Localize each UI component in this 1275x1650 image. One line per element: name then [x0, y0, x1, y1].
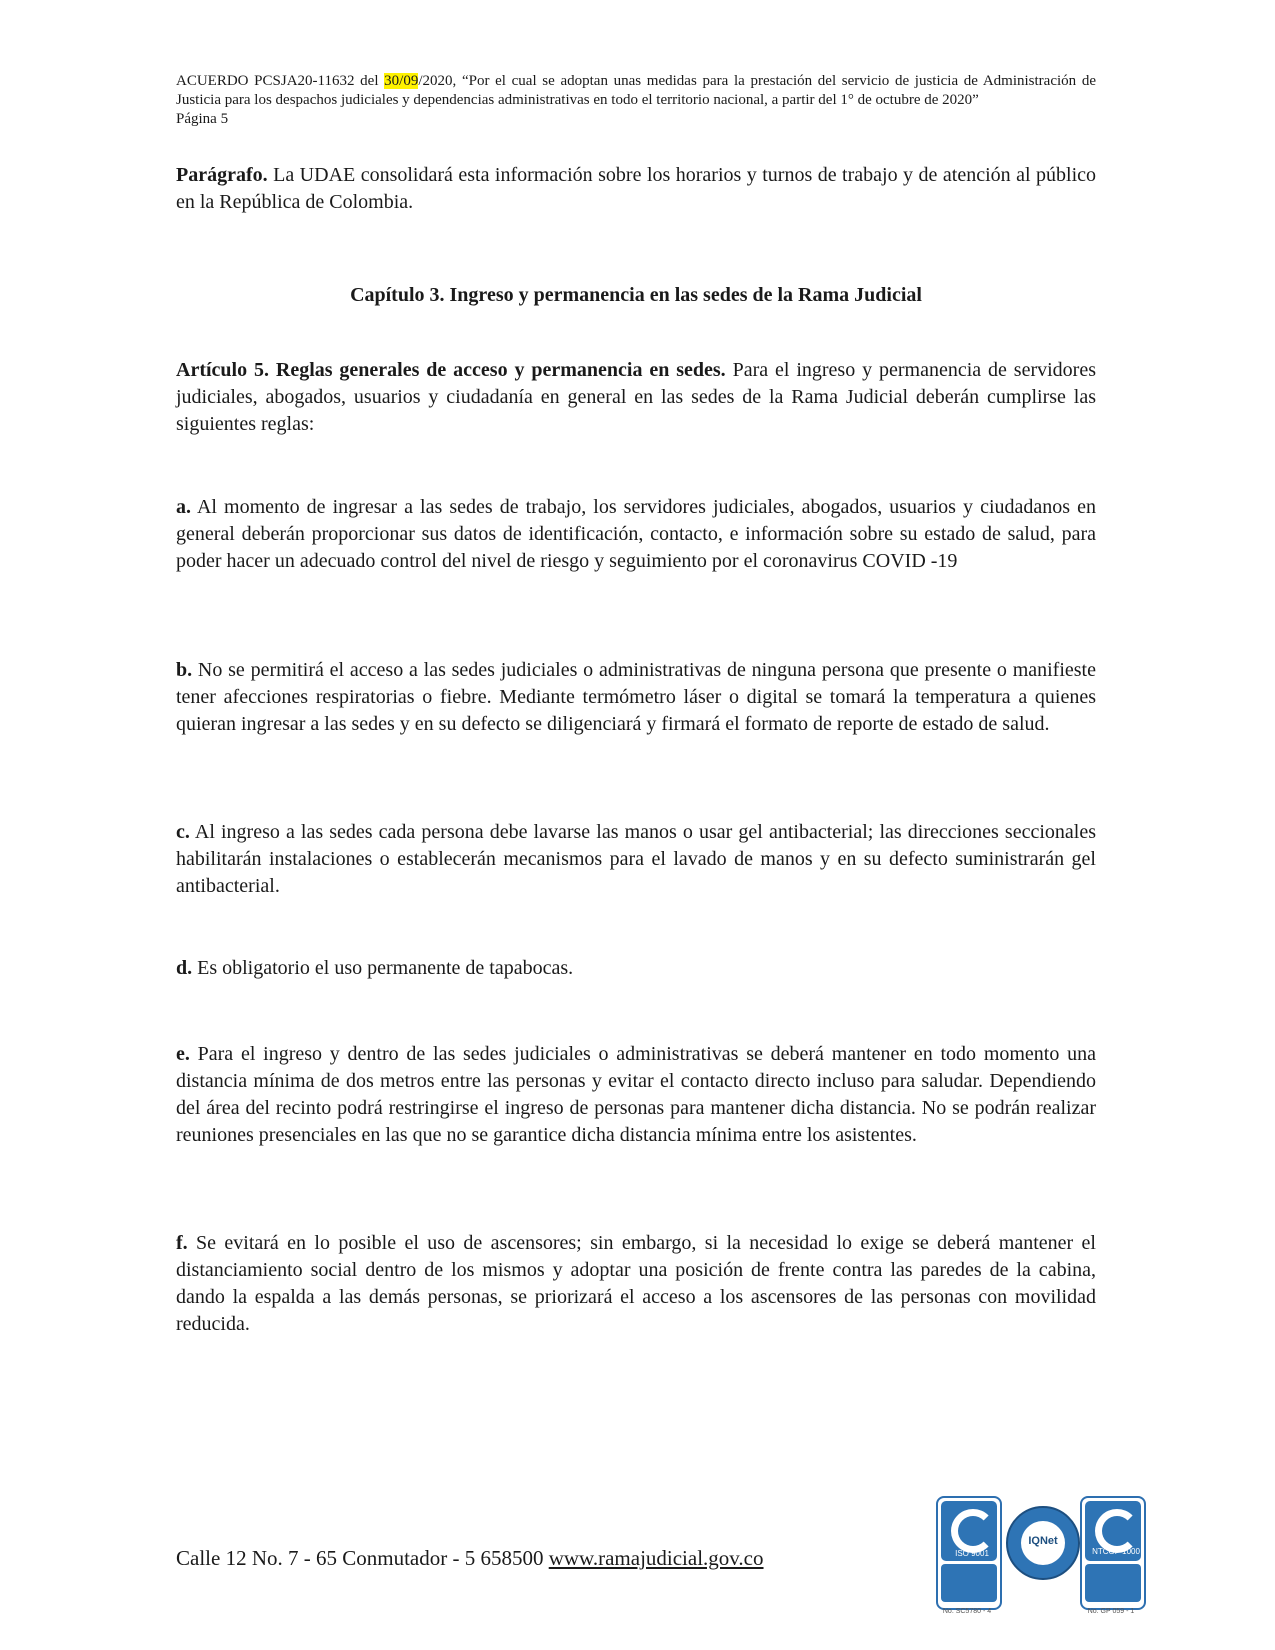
- header-prefix: ACUERDO PCSJA20-11632 del: [176, 73, 385, 89]
- rule-item-c: [176, 819, 1096, 900]
- rule-label: e.: [176, 1043, 190, 1065]
- article-5-paragraph: [176, 357, 1096, 438]
- rule-label: c.: [176, 821, 190, 843]
- chapter-title: Capítulo 3. Ingreso y permanencia en las sedes de la Rama Judicial: [350, 284, 922, 306]
- rule-item-d: [176, 955, 1096, 982]
- rule-label: f.: [176, 1232, 188, 1254]
- paragrafo-text: La UDAE consolidará esta información sobre los horarios y turnos de trabajo y de atención al público en la República de Colombia.: [176, 164, 1096, 213]
- article-text: Para el ingreso y permanencia de servidores judiciales, abogados, usuarios y ciudadanía en general en las sedes de la Rama Judicial deberán cumplirse las siguientes reglas:: [176, 359, 1096, 435]
- icontec-band: [941, 1564, 997, 1602]
- rule-text: Al ingreso a las sedes cada persona debe lavarse las manos o usar gel antibacterial; las direcciones seccionales habilitarán instalaciones o establecerán mecanismos para el lavado de manos y en su defecto suministrarán gel antibacterial.: [176, 821, 1096, 897]
- rule-label: b.: [176, 659, 193, 681]
- rule-label: a.: [176, 496, 191, 518]
- page-number: Página 5: [176, 111, 229, 127]
- iso-label: ISO 9001: [955, 1549, 989, 1558]
- icontec-band: [1085, 1564, 1141, 1602]
- icontec-c-icon: [1085, 1501, 1141, 1561]
- iqnet-label: IQNet: [1028, 1535, 1058, 1547]
- article-label: Artículo 5. Reglas generales de acceso y permanencia en sedes.: [176, 359, 726, 381]
- header-date-highlight: 30/09: [384, 73, 419, 89]
- paragrafo-label: Parágrafo.: [176, 164, 268, 186]
- page-footer: [176, 1546, 764, 1571]
- rule-item-f: [176, 1230, 1096, 1338]
- rule-text: Es obligatorio el uso permanente de tapabocas.: [192, 957, 574, 979]
- paragrafo-paragraph: [176, 162, 1096, 216]
- icontec-iso-logo: [936, 1496, 1002, 1610]
- certification-logos: [936, 1496, 1148, 1616]
- rule-label: d.: [176, 957, 193, 979]
- rule-text: Al momento de ingresar a las sedes de trabajo, los servidores judiciales, abogados, usuarios y ciudadanos en general deberán proporcionar sus datos de identificación, contacto, e información sobre su estado de salud, para poder hacer un adecuado control del nivel de riesgo y seguimiento por el coronavirus COVID -19: [176, 496, 1096, 572]
- rule-item-b: [176, 657, 1096, 738]
- rule-item-e: [176, 1041, 1096, 1149]
- icontec-ntc-logo: [1080, 1496, 1146, 1610]
- footer-address: Calle 12 No. 7 - 65 Conmutador - 5 658500: [176, 1546, 549, 1570]
- document-header: [176, 72, 1096, 129]
- footer-website-link[interactable]: www.ramajudicial.gov.co: [548, 1546, 764, 1570]
- icontec-c-icon: [941, 1501, 997, 1561]
- rule-item-a: [176, 494, 1096, 575]
- header-suffix: /2020, “Por el cual se adoptan unas medidas para la prestación del servicio de justicia de Administración de Justicia para los despachos judiciales y dependencias administrativas en todo el territorio nacional, a partir del 1° de octubre de 2020”: [176, 73, 1096, 108]
- rule-text: Para el ingreso y dentro de las sedes judiciales o administrativas se deberá mantener en todo momento una distancia mínima de dos metros entre las personas y evitar el contacto directo incluso para saludar. Dependiendo del área del recinto podrá restringirse el ingreso de personas para mantener dicha distancia. No se podrán realizar reuniones presenciales en las que no se garantice dicha distancia mínima entre los asistentes.: [176, 1043, 1096, 1146]
- rule-text: No se permitirá el acceso a las sedes judiciales o administrativas de ninguna persona que presente o manifieste tener afecciones respiratorias o fiebre. Mediante termómetro láser o digital se tomará la temperatura a quienes quieran ingresar a las sedes y en su defecto se diligenciará y firmará el formato de reporte de estado de salud.: [176, 659, 1096, 735]
- ntc-code: No. GP 059 - 1: [1087, 1608, 1135, 1615]
- ntc-label: NTCGP 1000: [1092, 1547, 1140, 1556]
- iqnet-logo: [1006, 1506, 1080, 1580]
- rule-text: Se evitará en lo posible el uso de ascensores; sin embargo, si la necesidad lo exige se deberá mantener el distanciamiento social dentro de los mismos y adoptar una posición de frente contra las paredes de la cabina, dando la espalda a las demás personas, se priorizará el acceso a los ascensores de las personas con movilidad reducida.: [176, 1232, 1096, 1335]
- iso-code: No. SC5780 - 4: [942, 1608, 992, 1615]
